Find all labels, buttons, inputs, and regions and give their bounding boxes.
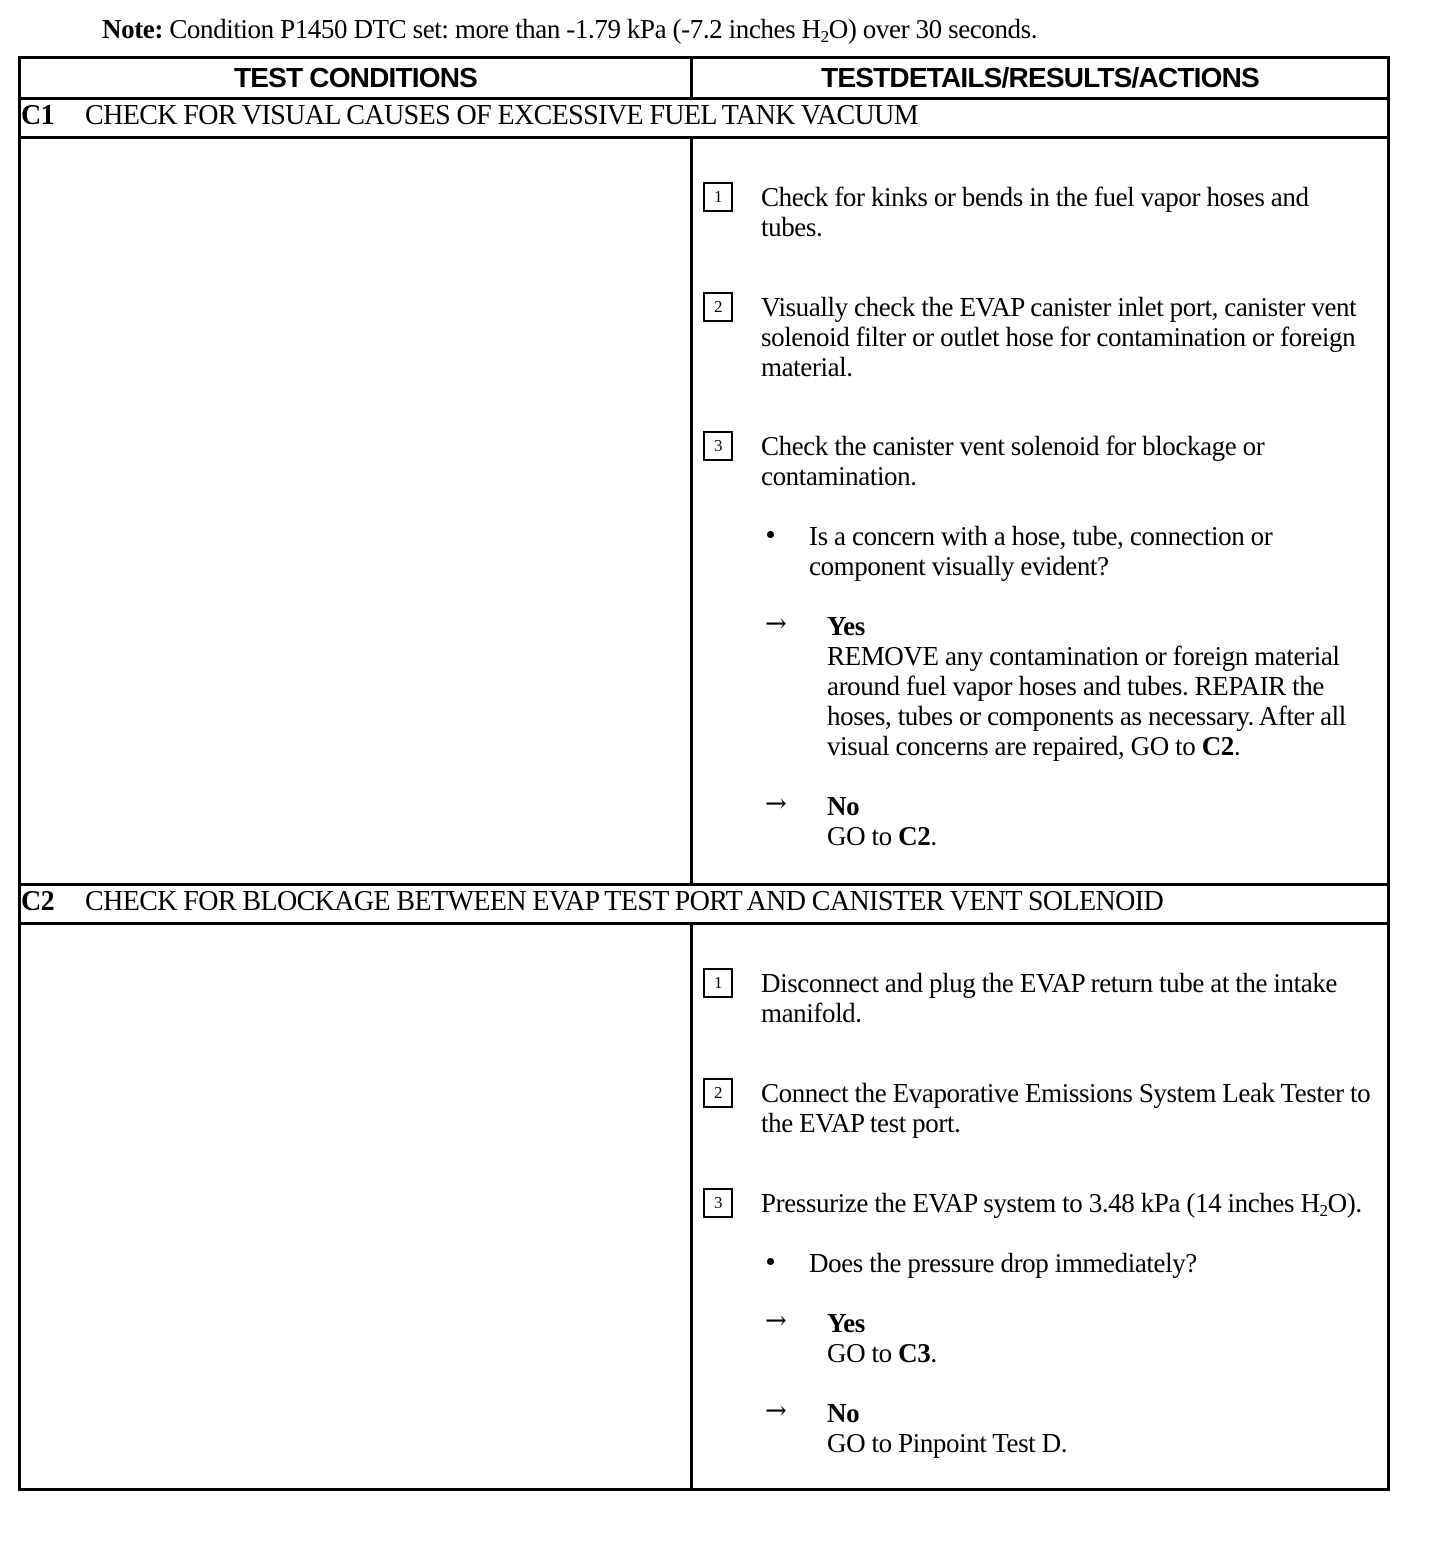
answer-yes [693, 611, 1387, 761]
step-item-text: Check for kinks or bends in the fuel vapor hoses and tubes. [761, 182, 1309, 242]
answer-ref: C2 [898, 821, 931, 851]
answer-label: Yes [827, 611, 865, 641]
step-number-box: 2 [703, 1078, 733, 1108]
answer-end: . [930, 1338, 937, 1368]
step-title-c1 [20, 99, 1389, 138]
arrow-right-icon: → [765, 789, 787, 819]
bullet-dot [767, 1258, 774, 1265]
step-code: C1 [21, 100, 55, 131]
question-text: Is a concern with a hose, tube, connection or component visually evident? [809, 521, 1273, 581]
step-number-box: 2 [703, 292, 733, 322]
answer-label: No [827, 1398, 860, 1428]
step-number-box: 3 [703, 431, 733, 461]
pinpoint-test-table [18, 56, 1390, 1491]
note-label: Note: [102, 14, 163, 44]
step-item-text-after: O). [1327, 1188, 1362, 1218]
step-title-row-c1 [20, 99, 1389, 138]
step-item-text: Pressurize the EVAP system to 3.48 kPa (14 inches H [761, 1188, 1320, 1218]
answer-text: REMOVE any contamination or foreign material around fuel vapor hoses and tubes. REPAIR the hoses, tubes or components as necessary. After all visual concerns are repaired, GO to [827, 641, 1346, 761]
step-number-box: 1 [703, 968, 733, 998]
answer-ref: C3 [898, 1338, 931, 1368]
answer-text: GO to [827, 821, 899, 851]
arrow-right-icon: → [765, 1306, 787, 1336]
step-code: C2 [21, 886, 55, 917]
answer-end: . [1233, 731, 1241, 761]
note-text-before: Condition P1450 DTC set: more than -1.79 kPa (-7.2 inches H [162, 14, 821, 44]
note-subscript: 2 [820, 27, 829, 46]
answer-text: GO to [827, 1338, 899, 1368]
step-item [693, 1078, 1387, 1138]
bullet-dot [767, 531, 774, 538]
arrow-right-icon: → [765, 1396, 787, 1426]
step-item [693, 968, 1387, 1028]
arrow-right-icon: → [765, 609, 787, 639]
step-item-text: Check the canister vent solenoid for blockage or contamination. [761, 431, 1265, 491]
answer-ref: C2 [1201, 731, 1234, 761]
step-title-row-c2 [20, 885, 1389, 924]
answer-end: . [930, 821, 937, 851]
test-conditions-cell-c2 [20, 924, 692, 1490]
answer-yes [693, 1308, 1387, 1368]
step-item-text: Connect the Evaporative Emissions System Leak Tester to the EVAP test port. [761, 1078, 1371, 1138]
note-line [102, 10, 1037, 48]
step-item [693, 1188, 1387, 1218]
table-header-row [20, 58, 1389, 99]
test-details-cell-c2 [692, 924, 1389, 1490]
header-test-details: TESTDETAILS/RESULTS/ACTIONS [692, 58, 1389, 99]
step-body-row-c1 [20, 138, 1389, 885]
question-item [693, 1248, 1387, 1278]
step-item-text: Visually check the EVAP canister inlet port, canister vent solenoid filter or outlet hose for contamination or foreign material. [761, 292, 1357, 382]
step-item-text: Disconnect and plug the EVAP return tube at the intake manifold. [761, 968, 1337, 1028]
step-number-box: 1 [703, 182, 733, 212]
answer-label: Yes [827, 1308, 865, 1338]
header-test-conditions: TEST CONDITIONS [20, 58, 692, 99]
question-text: Does the pressure drop immediately? [809, 1248, 1197, 1278]
answer-text: GO to Pinpoint Test D. [827, 1428, 1068, 1458]
step-title-text: CHECK FOR VISUAL CAUSES OF EXCESSIVE FUEL TANK VACUUM [85, 100, 919, 131]
step-item-subscript: 2 [1319, 1201, 1328, 1220]
step-title-c2 [20, 885, 1389, 924]
answer-label: No [827, 791, 860, 821]
question-item [693, 521, 1387, 581]
step-body-row-c2 [20, 924, 1389, 1490]
step-item [693, 292, 1387, 382]
step-item [693, 182, 1387, 242]
test-conditions-cell-c1 [20, 138, 692, 885]
answer-no [693, 791, 1387, 851]
answer-no [693, 1398, 1387, 1458]
note-text-after: O) over 30 seconds. [828, 14, 1038, 44]
step-title-text: CHECK FOR BLOCKAGE BETWEEN EVAP TEST PORT AND CANISTER VENT SOLENOID [85, 886, 1164, 917]
test-details-cell-c1 [692, 138, 1389, 885]
step-item [693, 431, 1387, 491]
step-number-box: 3 [703, 1188, 733, 1218]
